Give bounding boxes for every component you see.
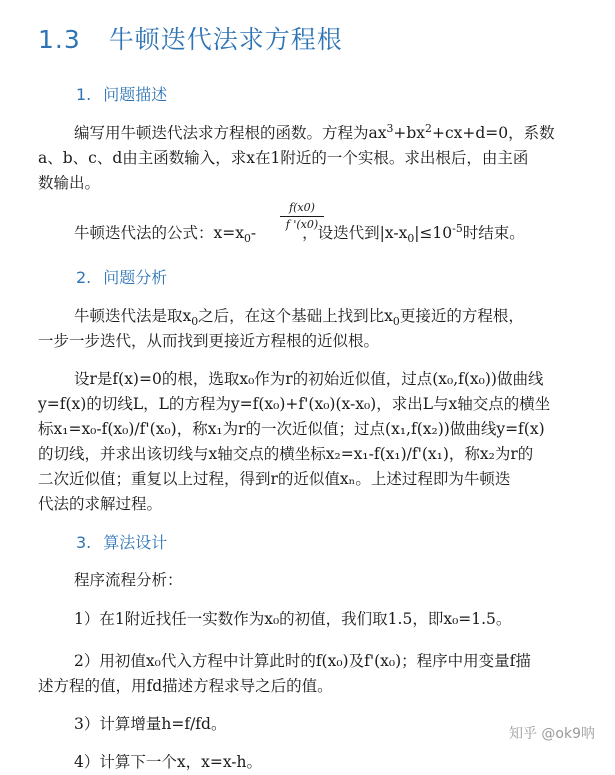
text-run: 更接近的方程根， bbox=[399, 307, 524, 325]
section-heading-problem bbox=[76, 82, 167, 105]
text-run: |≤10 bbox=[414, 224, 453, 242]
text-line: 3）计算增量h=f/fd。 bbox=[74, 715, 227, 733]
section-title: 算法设计 bbox=[103, 533, 168, 552]
text-line: 述方程的值，用fd描述方程求导之后的值。 bbox=[38, 677, 333, 695]
text-line: y=f(x)的切线L，L的方程为y=f(x₀)+f'(x₀)(x-x₀)，求出L与x轴交点的横坐 bbox=[38, 395, 551, 413]
text-line: 程序流程分析： bbox=[74, 571, 183, 589]
text-line: 2）用初值x₀代入方程中计算此时的f(x₀)及f'(x₀)；程序中用变量f描 bbox=[74, 652, 531, 670]
subscript: 0 bbox=[243, 232, 251, 246]
text-line: 标x₁=x₀-f(x₀)/f'(x₀)，称x₁为r的一次近似值；过点(x₁,f(x₂))做曲线y=f(x) bbox=[38, 420, 545, 438]
text-run: +cx+d=0，系数 bbox=[431, 124, 555, 142]
text-line bbox=[38, 304, 606, 329]
text-run: 牛顿迭代法的公式：x=x bbox=[74, 224, 244, 242]
text-line: 1）在1附近找任一实数作为x₀的初值，我们取1.5，即x₀=1.5。 bbox=[74, 610, 512, 628]
chapter-heading bbox=[38, 20, 343, 56]
text-line: 代法的求解过程。 bbox=[38, 495, 163, 513]
section-title: 问题分析 bbox=[103, 268, 168, 287]
superscript: 3 bbox=[386, 121, 394, 135]
text-line: 4）计算下一个x，x=x-h。 bbox=[74, 753, 263, 771]
watermark: 知乎 @ok9呐 bbox=[508, 726, 595, 742]
section-number: 3. bbox=[76, 533, 92, 552]
section-heading-analysis bbox=[76, 265, 167, 288]
newton-formula-line bbox=[74, 221, 525, 246]
text-line: 一步一步迭代，从而找到更接近方程根的近似根。 bbox=[38, 332, 380, 350]
text-line: 数输出。 bbox=[38, 174, 101, 192]
analysis-paragraph-2 bbox=[38, 367, 606, 517]
chapter-title: 牛顿迭代法求方程根 bbox=[108, 25, 343, 54]
chapter-number: 1.3 bbox=[38, 25, 81, 54]
analysis-paragraph-1 bbox=[38, 304, 606, 354]
subscript: 0 bbox=[407, 232, 415, 246]
problem-description-paragraph bbox=[38, 121, 606, 196]
section-number: 1. bbox=[76, 85, 92, 104]
subscript: 0 bbox=[392, 315, 400, 329]
text-line: 二次近似值；重复以上过程，得到r的近似值xₙ。上述过程即为牛顿迭 bbox=[38, 470, 511, 488]
flow-analysis-label bbox=[38, 568, 606, 593]
step-2-paragraph bbox=[38, 649, 606, 699]
step-1-paragraph bbox=[38, 607, 606, 632]
text-run: 之后，在这个基础上找到比x bbox=[198, 307, 393, 325]
text-run: 编写用牛顿迭代法求方程根的函数。方程为ax bbox=[74, 124, 387, 142]
text-line: 设r是f(x)=0的根，选取x₀作为r的初始近似值，过点(x₀,f(x₀))做曲线 bbox=[74, 370, 544, 388]
text-run: +bx bbox=[393, 124, 426, 142]
superscript: 2 bbox=[425, 121, 432, 135]
superscript: -5 bbox=[452, 221, 463, 235]
text-run: - bbox=[250, 224, 257, 242]
section-title: 问题描述 bbox=[103, 85, 168, 104]
text-run: 时结束。 bbox=[462, 224, 525, 242]
text-run: ，设迭代到|x-x bbox=[302, 224, 408, 242]
step-4-paragraph bbox=[38, 750, 606, 775]
subscript: 0 bbox=[191, 315, 199, 329]
section-heading-design bbox=[76, 530, 167, 553]
section-number: 2. bbox=[76, 268, 92, 287]
formula-denominator: f '(x0) bbox=[285, 218, 319, 231]
text-line: a、b、c、d由主函数输入，求x在1附近的一个实根。求出根后，由主函 bbox=[38, 149, 529, 167]
text-line: 的切线，并求出该切线与x轴交点的横坐标x₂=x₁-f(x₁)/f'(x₁)，称x₂为r的 bbox=[38, 445, 534, 463]
formula-numerator: f(x0) bbox=[280, 201, 324, 217]
text-line bbox=[38, 121, 606, 146]
text-run: 牛顿迭代法是取x bbox=[74, 307, 192, 325]
